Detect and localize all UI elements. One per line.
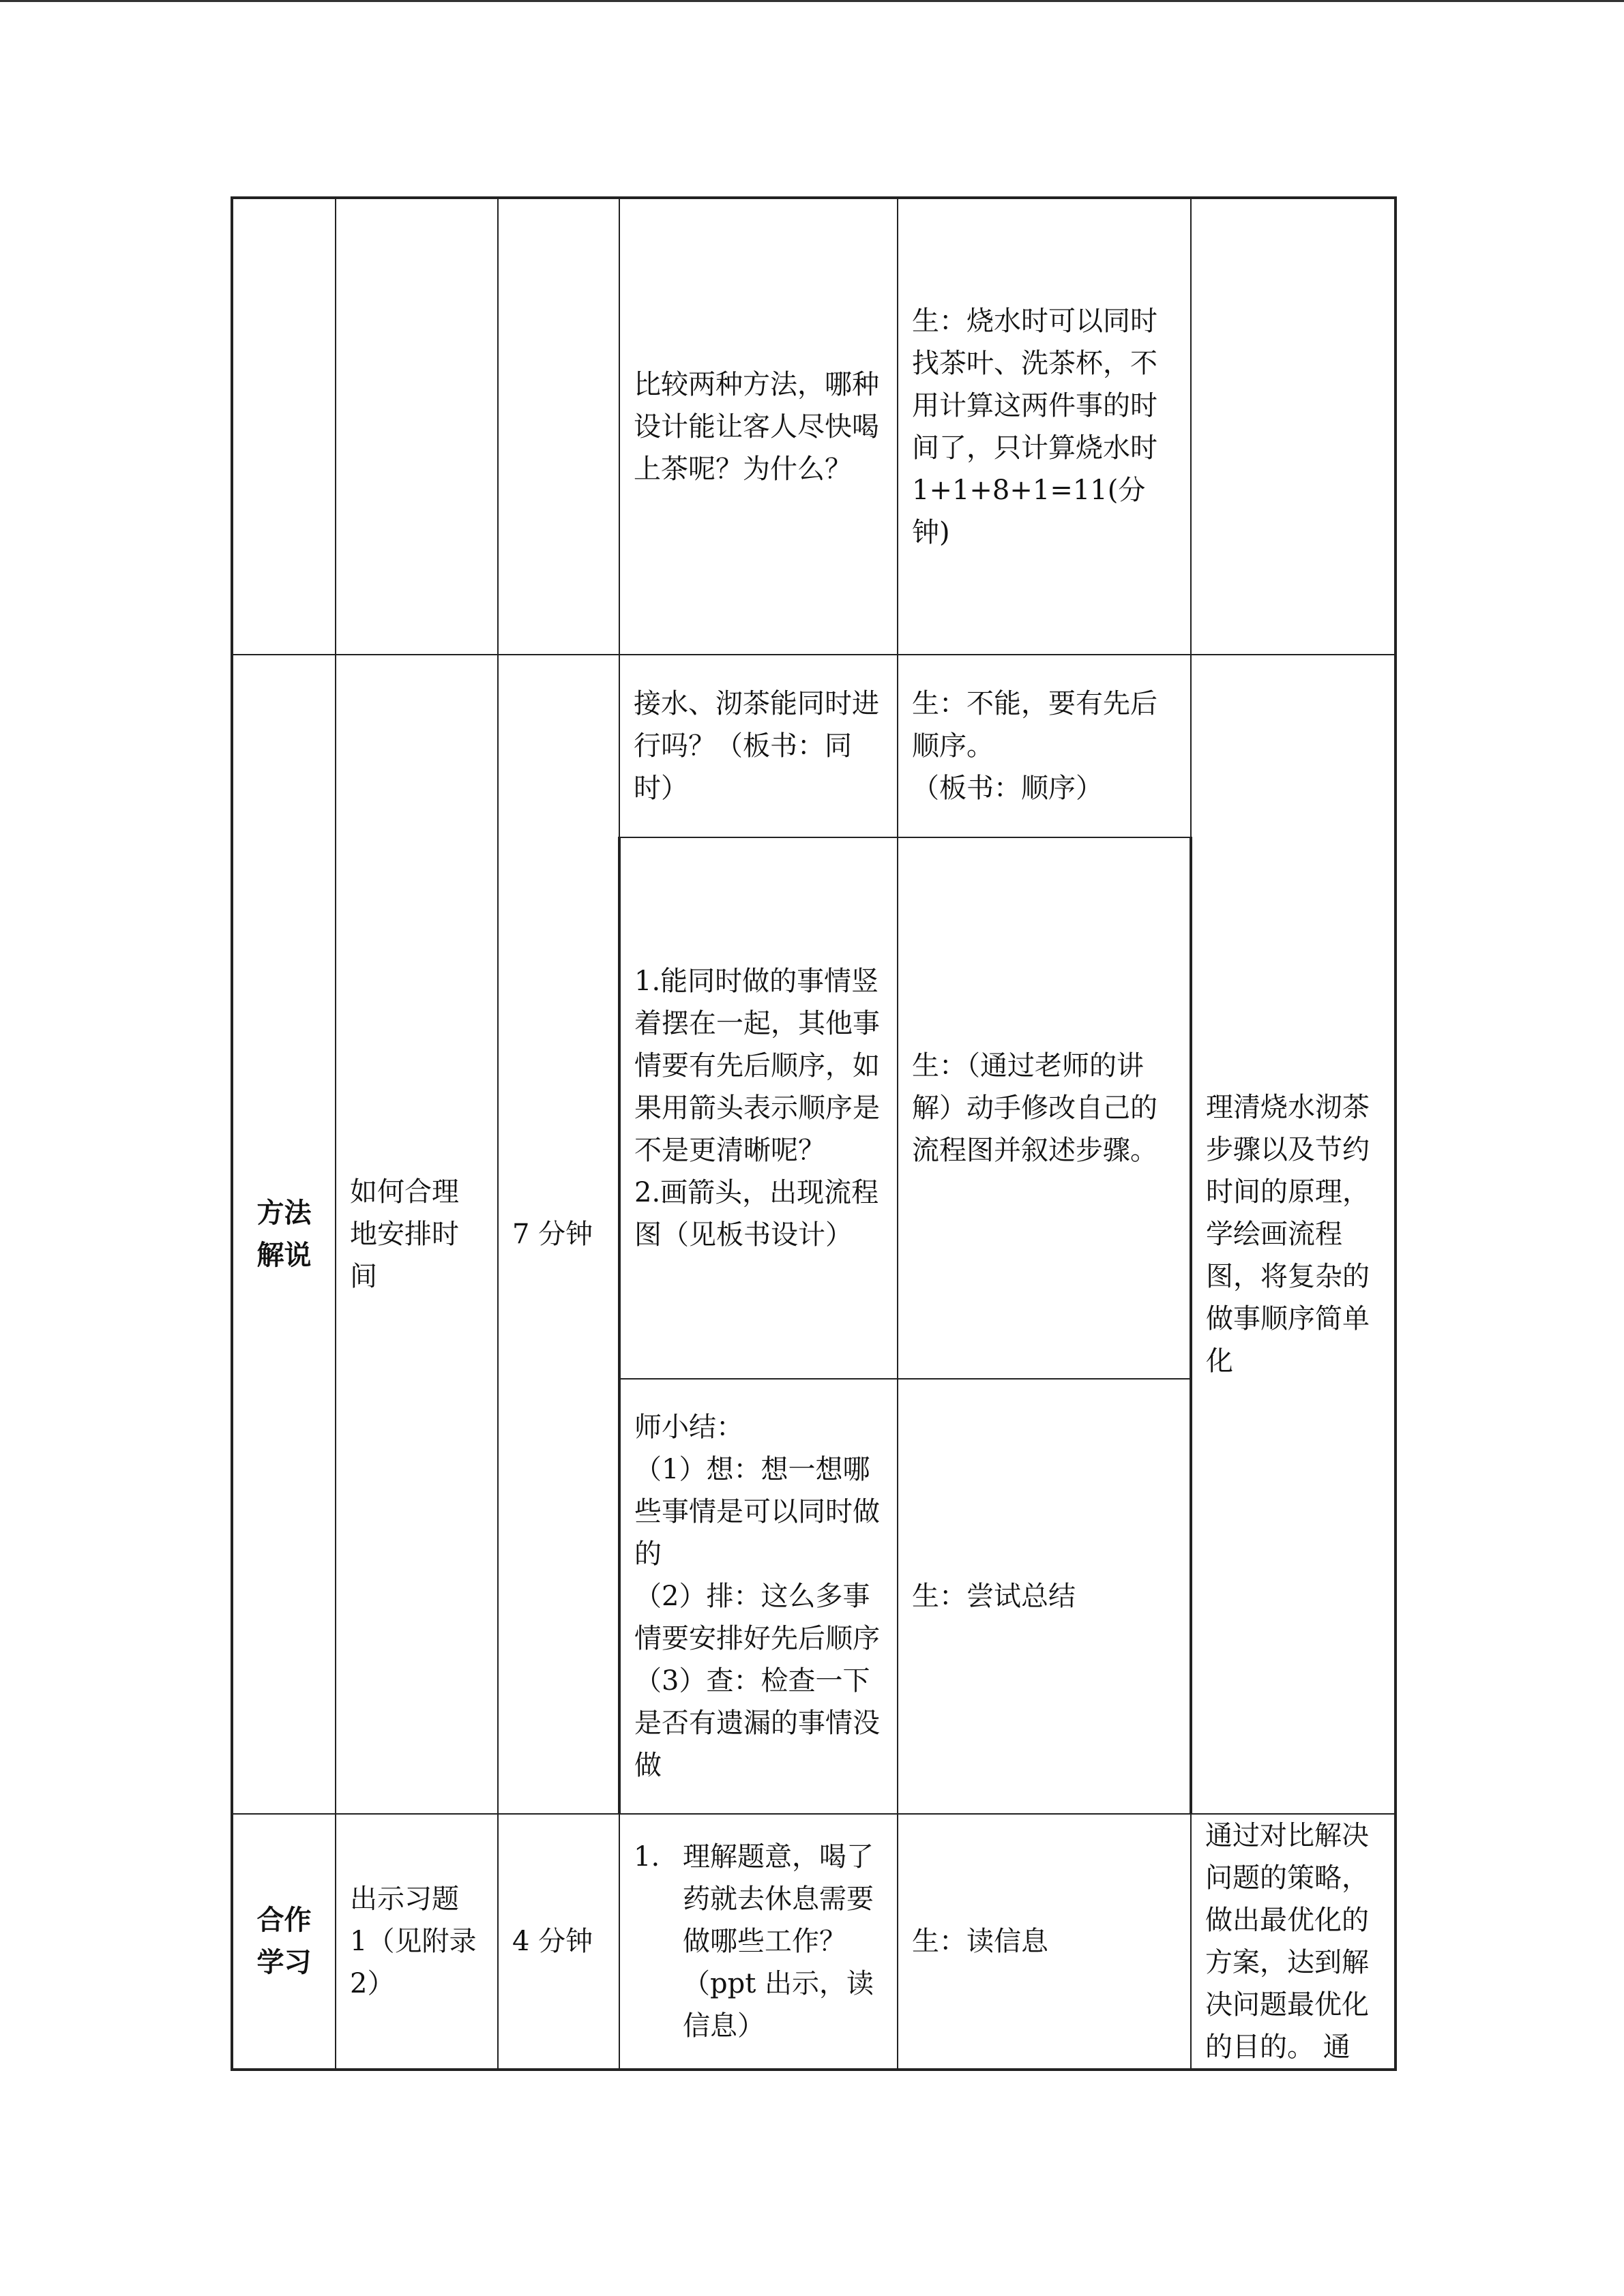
purpose-method: 理清烧水沏茶步骤以及节约时间的原理，学绘画流程图，将复杂的做事顺序简单化: [1191, 655, 1396, 1814]
flowchart-step-2: 2.画箭头，出现流程图（见板书设计）: [634, 1177, 879, 1251]
student-activity-summary: 生：尝试总结: [898, 1379, 1191, 1814]
table-row-method-1: [232, 655, 1396, 837]
content-coop: 出示习题 1（见附录 2）: [336, 1814, 498, 2070]
student-order-answer: 生：不能，要有先后顺序。: [912, 688, 1157, 762]
summary-point-arrange: （2）排：这么多事情要安排好先后顺序: [634, 1581, 880, 1654]
teacher-activity-flowchart: [619, 837, 898, 1379]
purpose-cell-empty: [1191, 198, 1396, 655]
time-cell-empty: [498, 198, 619, 655]
teacher-activity-coop: [619, 1814, 898, 2070]
purpose-coop: 通过对比解决问题的策略，做出最优化的方案，达到解决问题最优化的目的。 通: [1191, 1814, 1396, 2070]
table-row-continued: [232, 198, 1396, 655]
content-method: 如何合理地安排时间: [336, 655, 498, 1814]
teacher-activity-compare: 比较两种方法，哪种设计能让客人尽快喝上茶呢？为什么？: [619, 198, 898, 655]
table-row-coop: [232, 1814, 1396, 2070]
time-method: 7 分钟: [498, 655, 619, 1814]
summary-title: 师小结：: [634, 1412, 743, 1443]
stage-cell-empty: [232, 198, 336, 655]
summary-point-think: （1）想：想一想哪些事情是可以同时做的: [634, 1454, 880, 1570]
flowchart-step-1: 1.能同时做的事情竖着摆在一起，其他事情要有先后顺序，如果用箭头表示顺序是不是更清晰呢？: [634, 966, 880, 1166]
student-activity-flowchart: 生：（通过老师的讲解）动手修改自己的流程图并叙述步骤。: [898, 837, 1191, 1379]
student-order-board: （板书：顺序）: [912, 773, 1103, 804]
content-cell-empty: [336, 198, 498, 655]
page-top-border: [0, 0, 1624, 2]
student-activity-compare: 生：烧水时可以同时找茶叶、洗茶杯，不用计算这两件事的时间了，只计算烧水时 1+1+8+1=11(分钟): [898, 198, 1191, 655]
stage-coop: 合作学习: [232, 1814, 336, 2070]
coop-task-text: 理解题意，喝了药就去休息需要做哪些工作？（ppt 出示，读信息）: [683, 1841, 874, 2042]
coop-task-number: 1.: [634, 1841, 660, 1873]
coop-task-list: [634, 1836, 883, 2047]
time-coop: 4 分钟: [498, 1814, 619, 2070]
student-activity-order: [898, 655, 1191, 837]
coop-task-item: [634, 1836, 883, 2047]
stage-method: 方法解说: [232, 655, 336, 1814]
teacher-activity-simultaneous: 接水、沏茶能同时进行吗？（板书：同时）: [619, 655, 898, 837]
summary-point-check: （3）查：检查一下是否有遗漏的事情没做: [634, 1665, 880, 1781]
student-activity-coop: 生：读信息: [898, 1814, 1191, 2070]
teacher-activity-summary: [619, 1379, 898, 1814]
lesson-plan-table: [231, 196, 1397, 2071]
